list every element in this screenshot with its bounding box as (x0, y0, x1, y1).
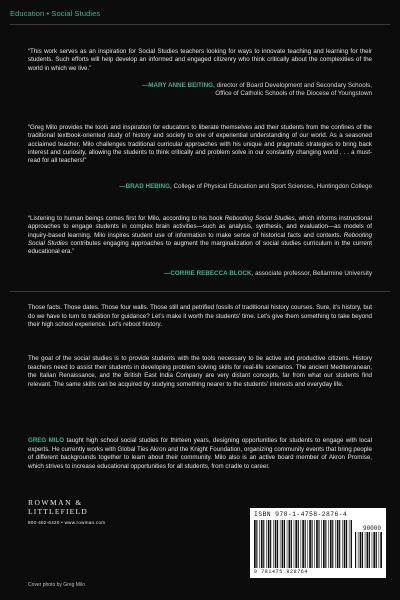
top-divider (10, 24, 390, 25)
blurbs-divider (10, 291, 390, 292)
blurb-quote-3-part-3: contributes engaging approaches to augment the marginalization of social studies curriculum in the current educational era.” (28, 239, 372, 256)
book-title-reference-1: Rebooting Social Studies (224, 215, 295, 222)
barcode-bars-icon (254, 520, 352, 568)
author-bio-text: taught high school social studies for thirteen years, designing opportunities for students to engage with local experts. He currently works with Global Ties Akron and the Knight Foundation, organizing community events that bring people of different backgrounds together to learn about their community. Milo also is an active board member of Akron Promise, which strives to increase educational opportunities for all students, from cradle to career. (28, 437, 372, 470)
blurb-attribution-2 (28, 183, 372, 191)
cover-photo-credit: Cover photo by Greg Milo (28, 582, 85, 588)
blurb-author-name-2: —BRAD HEBING (119, 183, 171, 190)
author-name: GREG MILO (28, 437, 65, 444)
blurb-author-role-1b: Office of Catholic Schools of the Diocese of Youngstown (215, 90, 372, 98)
blurb-quote-3-part-1: “Listening to human beings comes first for Milo, according to his book (28, 215, 225, 222)
blurb-quote-3 (28, 215, 372, 256)
publisher-name-line-2: LITTLEFIELD (28, 507, 88, 516)
blurb-attribution-1 (28, 82, 372, 98)
blurb-attribution-3 (28, 270, 372, 278)
publisher-contact: 800-462-6420 • www.rowman.com (28, 520, 106, 525)
blurb-author-role-2: , College of Physical Education and Sport Sciences, Huntingdon College (170, 183, 372, 190)
isbn-number: ISBN 978-1-4758-2876-4 (254, 511, 348, 518)
description-paragraph-2: The goal of the social studies is to provide students with the tools necessary to be active and productive citizens. History teachers need to assist their students in developing problem solving skills for real-life scenarios. The ancient Mediterranean, the Italian Renaissance, and the British East India Company are very distant concepts, far from what our students find relevant. The same skills can be acquired by studying something nearer to the students’ interests and everyday life. (28, 355, 372, 388)
blurb-quote-2: “Greg Milo provides the tools and inspiration for educators to liberate themselves and their students from the confines of the traditional textbook-oriented study of history and society to one of experiential understanding of our world. As a seasoned acclaimed teacher, Milo challenges traditional curricular approaches with his unique and pragmatic strategies to bring back interest and curiosity, allowing the students to think critically and problem solve in our constantly changing world . . . a must-read for all teachers!” (28, 124, 372, 165)
barcode-digits: 9 781475 828764 (254, 569, 309, 575)
category-label: Education • Social Studies (10, 9, 101, 18)
blurb-author-name-3: —CORRIE REBECCA BLOCK (164, 270, 252, 277)
blurb-author-role-1: , director of Board Development and Secondary Schools, (213, 82, 372, 89)
price-barcode-icon (355, 532, 382, 568)
blurb-author-role-3: , associate professor, Bellarmine University (251, 270, 372, 277)
blurb-author-name-1: —MARY ANNE BEITING (141, 82, 214, 89)
price-code: 90000 (362, 525, 381, 532)
isbn-barcode (250, 508, 386, 578)
blurb-quote-1: “This work serves as an inspiration for Social Studies teachers looking for ways to innovate teaching and learning for their students. Such efforts will help develop an informed and engaged citizenry who think critically about the complexities of the world in which we live.” (28, 48, 372, 72)
publisher-name-line-1: ROWMAN & (28, 498, 83, 507)
publisher-logo (28, 498, 105, 527)
author-bio (28, 437, 372, 471)
description-paragraph-1: Those facts. Those dates. Those four walls. Those still and petrified fossils of traditional history courses. Sure, it’s history, but do we have to turn to tradition for guidance? Let’s make it worth the students’ time. Let’s give them something to take beyond their high school experience. Let’s reboot history. (28, 304, 372, 328)
blurb-quote-3-part-2: , which informs instructional approaches to engage students in complex brain activities—such as analysis, synthesis, and evaluation—as models of inquiry-based learning. Milo inspires student use of information to make sense of historical facts and contexts. (28, 215, 373, 239)
book-title-reference-2: Rebooting Social Studies (28, 231, 372, 247)
